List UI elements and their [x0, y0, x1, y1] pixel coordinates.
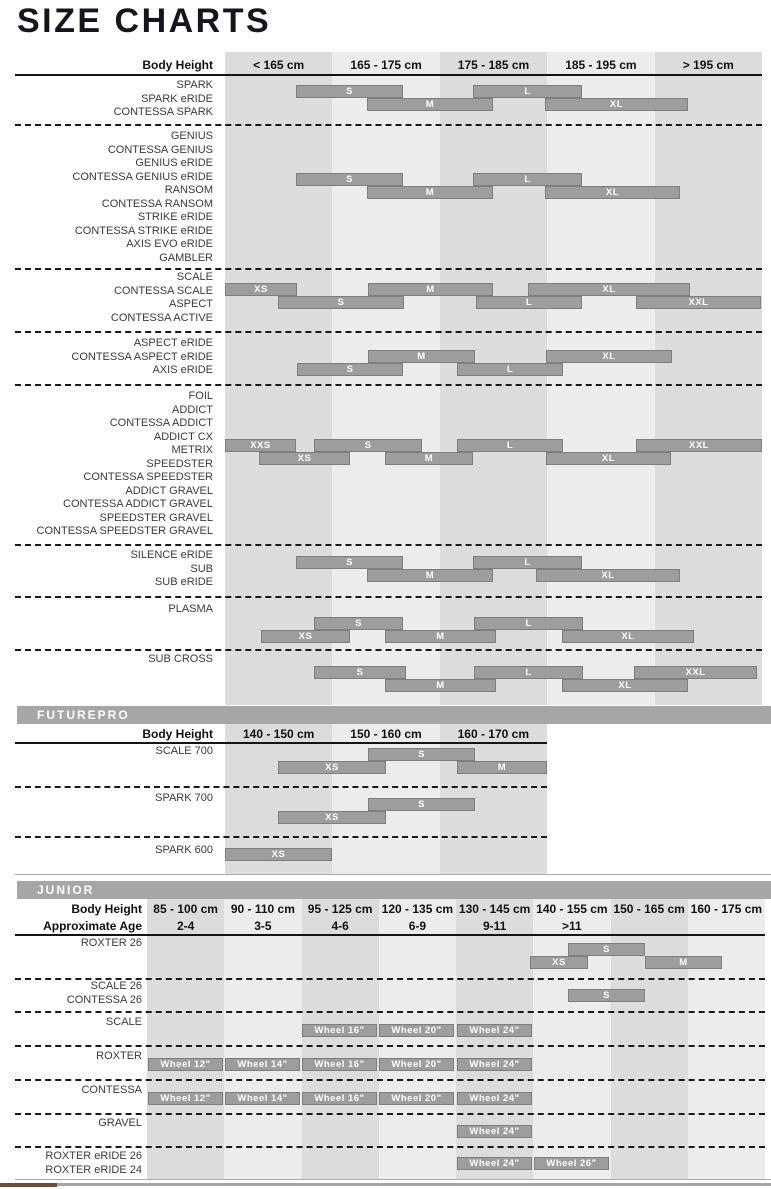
size-bar-L: L	[457, 363, 563, 376]
model-label: AXIS EVO eRIDE	[126, 238, 213, 250]
size-bar-XS: XS	[225, 283, 297, 296]
size-bar-XS: XS	[259, 452, 350, 465]
model-label: SCALE	[105, 1016, 142, 1028]
size-bar-Wheel-12: Wheel 12"	[148, 1092, 223, 1105]
junior-age-value: 2-4	[176, 919, 195, 933]
group-separator	[15, 1079, 765, 1081]
footer-rule-gray	[57, 1183, 771, 1186]
size-bar-Wheel-24: Wheel 24"	[457, 1157, 532, 1170]
main-column-band	[440, 52, 547, 705]
junior-column-header: 120 - 135 cm	[381, 902, 454, 916]
model-label: GENIUS	[170, 130, 213, 142]
size-bar-S: S	[296, 556, 403, 569]
size-bar-Wheel-12: Wheel 12"	[148, 1058, 223, 1071]
main-column-header: 175 - 185 cm	[457, 58, 530, 72]
group-separator	[15, 1045, 765, 1047]
size-bar-Wheel-14: Wheel 14"	[225, 1092, 300, 1105]
size-bar-S: S	[296, 85, 403, 98]
model-label: SUB eRIDE	[154, 576, 213, 588]
junior-column-header: 150 - 165 cm	[613, 902, 685, 916]
junior-column-band	[688, 899, 765, 1180]
model-label: CONTESSA SPARK	[113, 106, 213, 118]
futurepro-header-rule	[15, 742, 547, 744]
size-bar-S: S	[297, 363, 403, 376]
size-bar-S: S	[568, 943, 645, 956]
size-bar-L: L	[473, 173, 582, 186]
model-label: SPEEDSTER	[146, 458, 213, 470]
junior-column-band	[302, 899, 379, 1180]
size-bar-S: S	[314, 666, 406, 679]
size-bar-XS: XS	[278, 811, 386, 824]
size-bar-L: L	[473, 85, 582, 98]
size-bar-M: M	[368, 350, 475, 363]
main-column-header: < 165 cm	[253, 58, 305, 72]
futurepro-column-header: 140 - 150 cm	[242, 727, 315, 741]
size-bar-Wheel-24: Wheel 24"	[457, 1125, 532, 1138]
footer-accent-brown	[0, 1183, 57, 1187]
junior-column-header: 90 - 110 cm	[230, 902, 295, 916]
junior-column-band	[147, 899, 224, 1180]
main-column-header: 185 - 195 cm	[565, 58, 637, 72]
main-column-band	[332, 52, 439, 705]
size-bar-XXL: XXL	[636, 439, 762, 452]
junior-bottom-rule	[15, 1179, 771, 1180]
page-title: SIZE CHARTS	[17, 2, 272, 40]
group-separator	[15, 124, 762, 126]
junior-age-label: Approximate Age	[43, 919, 142, 933]
size-bar-XL: XL	[545, 186, 680, 199]
size-bar-XL: XL	[562, 630, 694, 643]
size-bar-M: M	[367, 569, 493, 582]
model-label: CONTESSA SCALE	[113, 285, 213, 297]
size-bar-XL: XL	[536, 569, 680, 582]
model-label: GENIUS eRIDE	[135, 157, 213, 169]
size-bar-XXS: XXS	[225, 439, 296, 452]
size-bar-XL: XL	[528, 283, 690, 296]
model-label: CONTESSA 26	[66, 994, 142, 1006]
model-label: SPEEDSTER GRAVEL	[99, 512, 213, 524]
model-label: ASPECT	[168, 298, 213, 310]
size-bar-L: L	[457, 439, 563, 452]
size-bar-M: M	[385, 452, 473, 465]
size-bar-Wheel-16: Wheel 16"	[302, 1058, 377, 1071]
size-bar-L: L	[476, 296, 582, 309]
size-bar-Wheel-20: Wheel 20"	[379, 1058, 454, 1071]
size-bar-M: M	[367, 98, 493, 111]
size-bar-S: S	[314, 439, 422, 452]
size-bar-Wheel-16: Wheel 16"	[302, 1024, 377, 1037]
size-bar-Wheel-26: Wheel 26"	[534, 1157, 609, 1170]
main-header-rule	[15, 74, 762, 76]
futurepro-column-header: 150 - 160 cm	[350, 727, 422, 741]
size-bar-Wheel-20: Wheel 20"	[379, 1092, 454, 1105]
model-label: SUB CROSS	[148, 653, 213, 665]
size-bar-Wheel-14: Wheel 14"	[225, 1058, 300, 1071]
model-label: SUB	[190, 563, 213, 575]
size-bar-S: S	[296, 173, 403, 186]
group-separator	[15, 836, 547, 838]
junior-column-band	[224, 899, 301, 1180]
model-label: CONTESSA ASPECT eRIDE	[71, 351, 213, 363]
junior-age-value: 4-6	[331, 919, 349, 933]
group-separator	[15, 1011, 765, 1013]
junior-age-value: 9-11	[482, 919, 507, 933]
size-bar-L: L	[473, 556, 582, 569]
size-bar-L: L	[474, 617, 583, 630]
junior-age-value: >11	[562, 919, 582, 933]
model-label: SPARK	[176, 79, 213, 91]
main-column-band	[225, 52, 332, 705]
model-label: CONTESSA GENIUS	[107, 144, 213, 156]
group-separator	[15, 331, 762, 333]
junior-column-header: 140 - 155 cm	[536, 902, 608, 916]
size-bar-XXL: XXL	[634, 666, 757, 679]
size-bar-S: S	[314, 617, 403, 630]
model-label: SPARK 700	[155, 792, 213, 804]
model-label: ADDICT	[172, 404, 213, 416]
size-bar-M: M	[385, 679, 496, 692]
model-label: ROXTER eRIDE 24	[45, 1164, 142, 1176]
group-separator	[15, 649, 762, 651]
model-label: CONTESSA	[81, 1084, 142, 1096]
junior-column-band	[379, 899, 456, 1180]
main-column-band	[655, 52, 762, 705]
size-bar-M: M	[368, 283, 493, 296]
junior-column-band	[533, 899, 610, 1180]
model-label: ROXTER	[96, 1050, 142, 1062]
group-separator	[15, 1113, 765, 1115]
group-separator	[15, 1146, 765, 1148]
size-bar-M: M	[645, 956, 722, 969]
size-bar-XXL: XXL	[636, 296, 761, 309]
size-bar-L: L	[474, 666, 583, 679]
junior-column-band	[611, 899, 688, 1180]
size-bar-S: S	[278, 296, 404, 309]
model-label: PLASMA	[168, 603, 213, 615]
size-bar-S: S	[568, 989, 645, 1002]
model-label: STRIKE eRIDE	[137, 211, 213, 223]
model-label: ROXTER eRIDE 26	[45, 1150, 142, 1162]
main-column-header: > 195 cm	[682, 58, 734, 72]
size-bar-Wheel-24: Wheel 24"	[457, 1092, 532, 1105]
size-bar-S: S	[368, 798, 475, 811]
size-bar-M: M	[385, 630, 496, 643]
group-separator	[15, 384, 762, 386]
size-bar-Wheel-24: Wheel 24"	[457, 1058, 532, 1071]
model-label: FOIL	[188, 390, 213, 402]
model-label: CONTESSA ADDICT	[109, 417, 213, 429]
size-bar-M: M	[367, 186, 493, 199]
junior-age-value: 3-5	[254, 919, 272, 933]
model-label: CONTESSA SPEEDSTER	[83, 471, 213, 483]
junior-column-header: 95 - 125 cm	[307, 902, 373, 916]
model-label: ROXTER 26	[80, 937, 142, 949]
size-bar-S: S	[368, 748, 475, 761]
junior-column-header: 160 - 175 cm	[690, 902, 763, 916]
futurepro-column-header: 160 - 170 cm	[457, 727, 530, 741]
group-separator	[15, 544, 762, 546]
model-label: CONTESSA ADDICT GRAVEL	[63, 498, 213, 510]
size-bar-Wheel-20: Wheel 20"	[379, 1024, 454, 1037]
model-label: CONTESSA RANSOM	[101, 198, 213, 210]
model-label: ASPECT eRIDE	[133, 337, 213, 349]
model-label: GRAVEL	[98, 1117, 142, 1129]
model-label: SCALE 26	[90, 980, 142, 992]
size-bar-XL: XL	[562, 679, 688, 692]
model-label: CONTESSA GENIUS eRIDE	[72, 171, 213, 183]
futurepro-body-height-label: Body Height	[142, 727, 213, 741]
size-bar-XS: XS	[278, 761, 386, 774]
model-label: METRIX	[171, 444, 213, 456]
futurepro-section-header: FUTUREPRO	[17, 706, 771, 724]
size-bar-XL: XL	[545, 98, 688, 111]
group-separator	[15, 268, 762, 270]
group-separator	[15, 786, 547, 788]
size-bar-XS: XS	[530, 956, 588, 969]
group-separator	[15, 596, 762, 598]
model-label: CONTESSA STRIKE eRIDE	[74, 225, 213, 237]
model-label: ADDICT CX	[153, 431, 213, 443]
size-bar-XL: XL	[546, 350, 672, 363]
main-column-band	[547, 52, 654, 705]
model-label: AXIS eRIDE	[152, 364, 213, 376]
model-label: CONTESSA SPEEDSTER GRAVEL	[36, 525, 213, 537]
size-bar-XS: XS	[261, 630, 350, 643]
size-bar-XS: XS	[225, 848, 332, 861]
model-label: RANSOM	[164, 184, 213, 196]
size-bar-M: M	[457, 761, 547, 774]
model-label: SPARK eRIDE	[141, 93, 213, 105]
model-label: SCALE	[176, 271, 213, 283]
junior-body-height-label: Body Height	[71, 902, 142, 916]
main-column-header: 165 - 175 cm	[350, 58, 422, 72]
model-label: SILENCE eRIDE	[130, 549, 213, 561]
junior-column-header: 85 - 100 cm	[153, 902, 218, 916]
model-label: SCALE 700	[155, 745, 213, 757]
size-bar-Wheel-24: Wheel 24"	[457, 1024, 532, 1037]
model-label: ADDICT GRAVEL	[125, 485, 213, 497]
junior-section-header: JUNIOR	[17, 881, 771, 899]
model-label: GAMBLER	[159, 252, 213, 264]
main-body-height-label: Body Height	[142, 58, 213, 72]
junior-header-rule	[15, 934, 765, 936]
model-label: CONTESSA ACTIVE	[110, 312, 213, 324]
model-label: SPARK 600	[155, 844, 213, 856]
junior-age-value: 6-9	[408, 919, 427, 933]
size-bar-Wheel-16: Wheel 16"	[302, 1092, 377, 1105]
size-bar-XL: XL	[546, 452, 671, 465]
junior-column-header: 130 - 145 cm	[458, 902, 531, 916]
futurepro-bottom-rule	[15, 874, 771, 875]
